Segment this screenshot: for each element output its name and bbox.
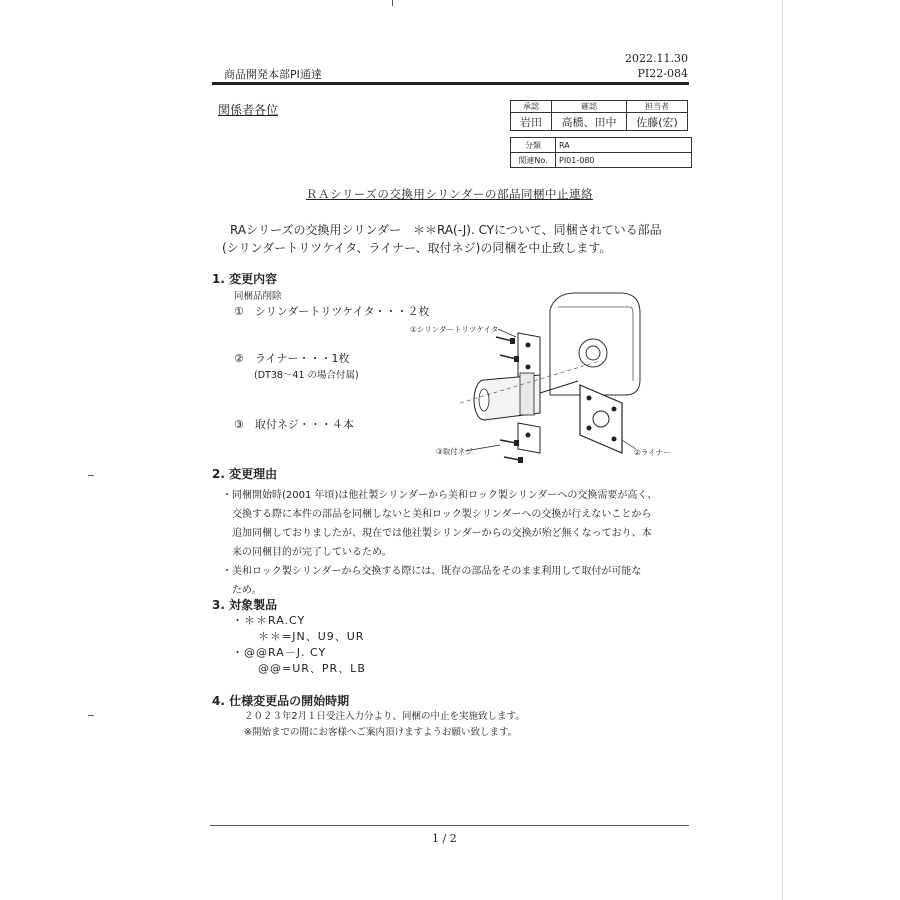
approval-header: 担当者 [627, 101, 688, 113]
classification-value: RA [556, 138, 692, 153]
screw-icon [500, 440, 519, 446]
reason-line: 来の同梱目的が完了しているため。 [232, 547, 392, 558]
section-1-item-3: ③ 取付ネジ・・・４本 [234, 418, 354, 431]
header-rule [212, 82, 689, 85]
section-1-heading: 1. 変更内容 [212, 272, 278, 286]
footer-rule [210, 825, 689, 826]
document-number: PI22-084 [637, 67, 688, 80]
section-3-heading: 3. 対象製品 [212, 598, 278, 612]
related-number-value: PI01-080 [556, 153, 692, 168]
section-4-heading: 4. 仕様変更品の開始時期 [212, 694, 350, 708]
document-date: 2022.11.30 [625, 52, 688, 65]
intro-line-2: (シリンダートリツケイタ、ライナー、取付ネジ)の同梱を中止致します。 [222, 241, 612, 255]
target-product-1-variants: ＊＊=JN、U9、UR [258, 630, 365, 643]
diagram-label-cylinder-holder: ①シリンダートリツケイタ [410, 325, 499, 334]
screw-icon [504, 457, 523, 463]
section-2-heading: 2. 変更理由 [212, 467, 278, 481]
scan-mark-left-1 [88, 475, 94, 476]
classification-label: 分類 [511, 138, 556, 153]
section-1-item-2: ② ライナー・・・1枚 [234, 352, 350, 365]
section-1-item-2-note: (DT38～41 の場合付属) [254, 370, 359, 381]
screw-icon [500, 355, 519, 362]
approval-header: 承認 [511, 101, 552, 113]
diagram-label-screws: ③取付ネジ [436, 447, 473, 456]
approval-header: 確認 [552, 101, 627, 113]
target-product-2: ・@@RA－J. CY [232, 646, 327, 659]
reason-line: ・美和ロック製シリンダーから交換する際には、既存の部品をそのまま利用して取付が可能な [222, 566, 642, 577]
start-date-line: ２０２３年2月１日受注入力分より、同梱の中止を実施致します。 [244, 711, 525, 722]
section-1-subheading: 同梱品削除 [234, 291, 282, 302]
diagram-label-liner: ②ライナー [634, 448, 671, 457]
target-product-1: ・＊＊RA.CY [232, 614, 306, 627]
intro-line-1: RAシリーズの交換用シリンダー ＊＊RA(-J). CYについて、同梱されている部品 [230, 223, 662, 237]
intro-paragraph [222, 221, 662, 257]
screw-icon [496, 337, 515, 344]
reason-line: ため。 [232, 585, 262, 596]
target-product-2-variants: @@=UR、PR、LB [258, 662, 366, 675]
page-number: 1 / 2 [432, 832, 457, 845]
document-title: ＲＡシリーズの交換用シリンダーの部品同梱中止連絡 [306, 187, 593, 201]
cylinder-parts-diagram [400, 285, 692, 470]
scan-mark-left-2 [88, 715, 94, 716]
section-1-item-1: ① シリンダートリツケイタ・・・２枚 [234, 305, 430, 318]
related-number-label: 関連No. [511, 153, 556, 168]
issuing-department: 商品開発本部PI通達 [224, 68, 322, 81]
customer-notice-line: ※開始までの間にお客様へご案内頂けますようお願い致します。 [244, 727, 518, 738]
approval-value: 高橋、田中 [552, 113, 627, 131]
reason-line: 交換する際に本件の部品を同梱しないと美和ロック製シリンダーへの交換が行えないことから [232, 509, 652, 520]
approval-table [510, 100, 688, 131]
approval-value: 岩田 [511, 113, 552, 131]
approval-value: 佐藤(宏) [627, 113, 688, 131]
scan-mark-right [782, 0, 783, 900]
scan-mark-top [392, 0, 393, 6]
classification-table [510, 137, 692, 168]
reason-line: ・同梱開始時(2001 年頃)は他社製シリンダーから美和ロック製シリンダーへの交換需要が高く、 [222, 490, 658, 501]
section-2-body [222, 486, 692, 600]
recipient: 関係者各位 [218, 103, 279, 117]
reason-line: 追加同梱しておりましたが、現在では他社製シリンダーからの交換が殆ど無くなっており、本 [232, 528, 652, 539]
